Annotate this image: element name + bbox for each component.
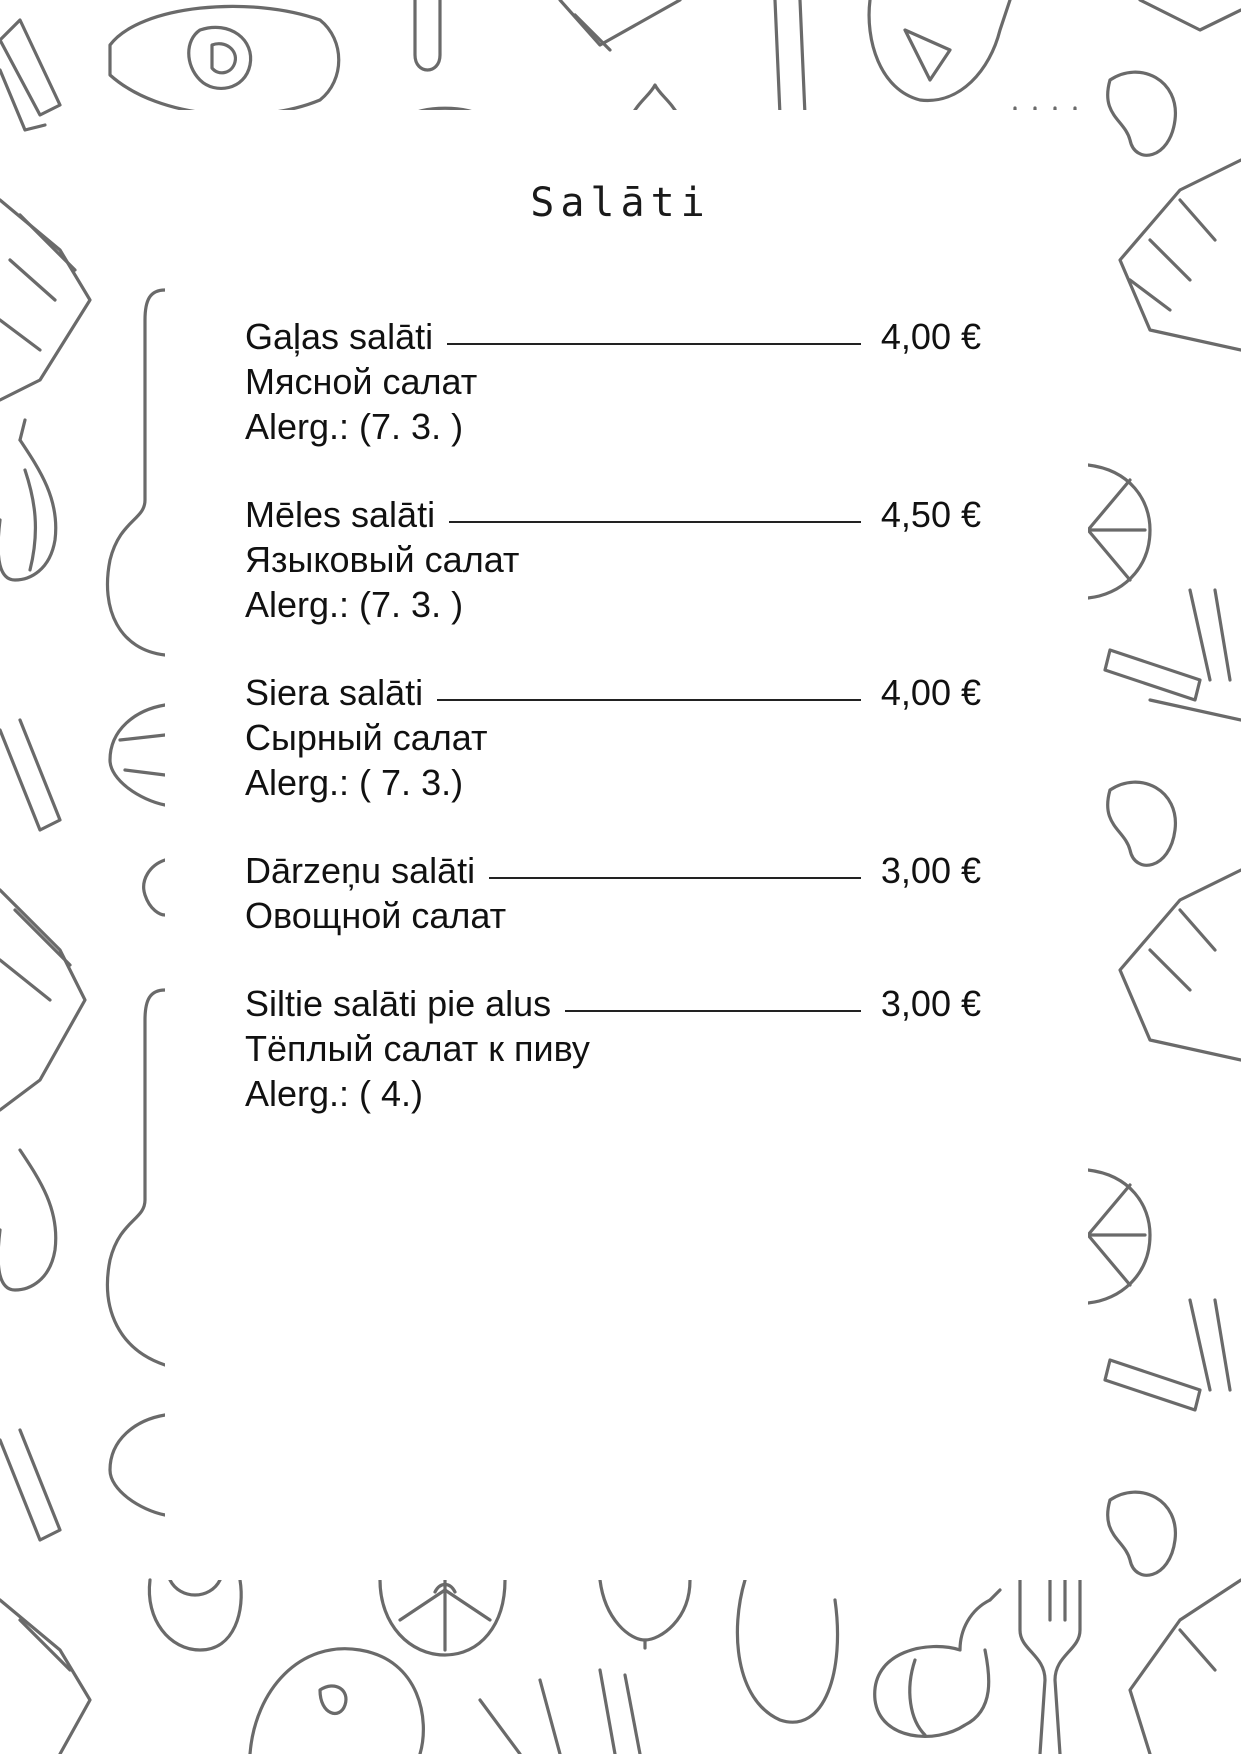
item-price: 4,50 € <box>880 494 981 535</box>
item-allergens: Alerg.: ( 7. 3.) <box>245 762 464 803</box>
leader-line <box>489 877 861 879</box>
item-allergens: Alerg.: ( 4.) <box>245 1073 424 1114</box>
lemon-slice-icon <box>1088 465 1150 598</box>
onion-icon <box>600 1580 690 1648</box>
menu-item <box>245 670 981 805</box>
fries-icon <box>1140 0 1241 30</box>
item-name: Dārzeņu salāti <box>245 850 476 891</box>
fork-icon <box>1020 1580 1080 1754</box>
egg-icon <box>737 1580 837 1722</box>
fries-icon <box>0 20 60 130</box>
menu-item <box>245 981 981 1116</box>
ham-icon <box>250 1649 423 1754</box>
bean-icon <box>1108 782 1176 865</box>
menu-item <box>245 314 981 449</box>
item-price: 3,00 € <box>880 850 981 891</box>
bean-icon <box>1108 72 1176 155</box>
lemon-slice-icon <box>380 1580 505 1655</box>
ham-icon <box>869 0 1010 100</box>
ribs-icon <box>0 1600 90 1754</box>
menu-item <box>245 492 981 627</box>
leader-line <box>449 521 861 523</box>
fries-icon <box>1105 1300 1230 1410</box>
menu-list <box>245 314 981 1159</box>
fries-icon <box>480 1670 640 1754</box>
item-name: Siera salāti <box>245 672 424 713</box>
spoon-icon <box>107 290 165 655</box>
bean-icon <box>1108 1492 1176 1575</box>
onion-icon <box>0 1150 56 1290</box>
ribs-icon <box>0 890 85 1110</box>
page-title: Salāti <box>530 180 711 226</box>
fork-icon <box>775 0 805 115</box>
leader-line <box>437 699 861 701</box>
ribs-icon <box>560 0 680 50</box>
item-name: Gaļas salāti <box>245 316 434 357</box>
item-name: Siltie salāti pie alus <box>245 983 552 1024</box>
ribs-icon <box>1120 870 1241 1060</box>
ribs-icon <box>1130 1580 1241 1754</box>
spoon-icon <box>107 990 165 1365</box>
item-allergens: Alerg.: (7. 3. ) <box>245 406 464 447</box>
salmon-steak-icon <box>110 705 165 805</box>
fries-icon <box>0 720 60 830</box>
spoon-icon <box>415 0 440 70</box>
item-name: Mēles salāti <box>245 494 436 535</box>
onion-icon <box>144 860 165 915</box>
onion-icon <box>0 420 56 580</box>
item-name-ru: Языковый салат <box>245 539 520 580</box>
item-price: 4,00 € <box>880 672 981 713</box>
salmon-steak-icon <box>110 1415 165 1515</box>
fries-icon <box>0 1430 60 1540</box>
item-price: 4,00 € <box>880 316 981 357</box>
leader-line <box>447 343 861 345</box>
mushroom-icon <box>149 1580 241 1650</box>
item-name-ru: Тёплый салат к пиву <box>245 1028 590 1069</box>
leader-line <box>565 1010 861 1012</box>
item-name-ru: Овощной салат <box>245 895 507 936</box>
item-name-ru: Мясной салат <box>245 361 478 402</box>
salmon-steak-icon <box>110 6 339 115</box>
item-allergens: Alerg.: (7. 3. ) <box>245 584 464 625</box>
fries-icon <box>1105 590 1241 720</box>
garlic-icon <box>875 1590 1000 1736</box>
item-price: 3,00 € <box>880 983 981 1024</box>
lemon-slice-icon <box>1088 1170 1150 1303</box>
item-name-ru: Сырный салат <box>245 717 488 758</box>
ribs-icon <box>0 200 90 400</box>
menu-item <box>245 848 981 938</box>
